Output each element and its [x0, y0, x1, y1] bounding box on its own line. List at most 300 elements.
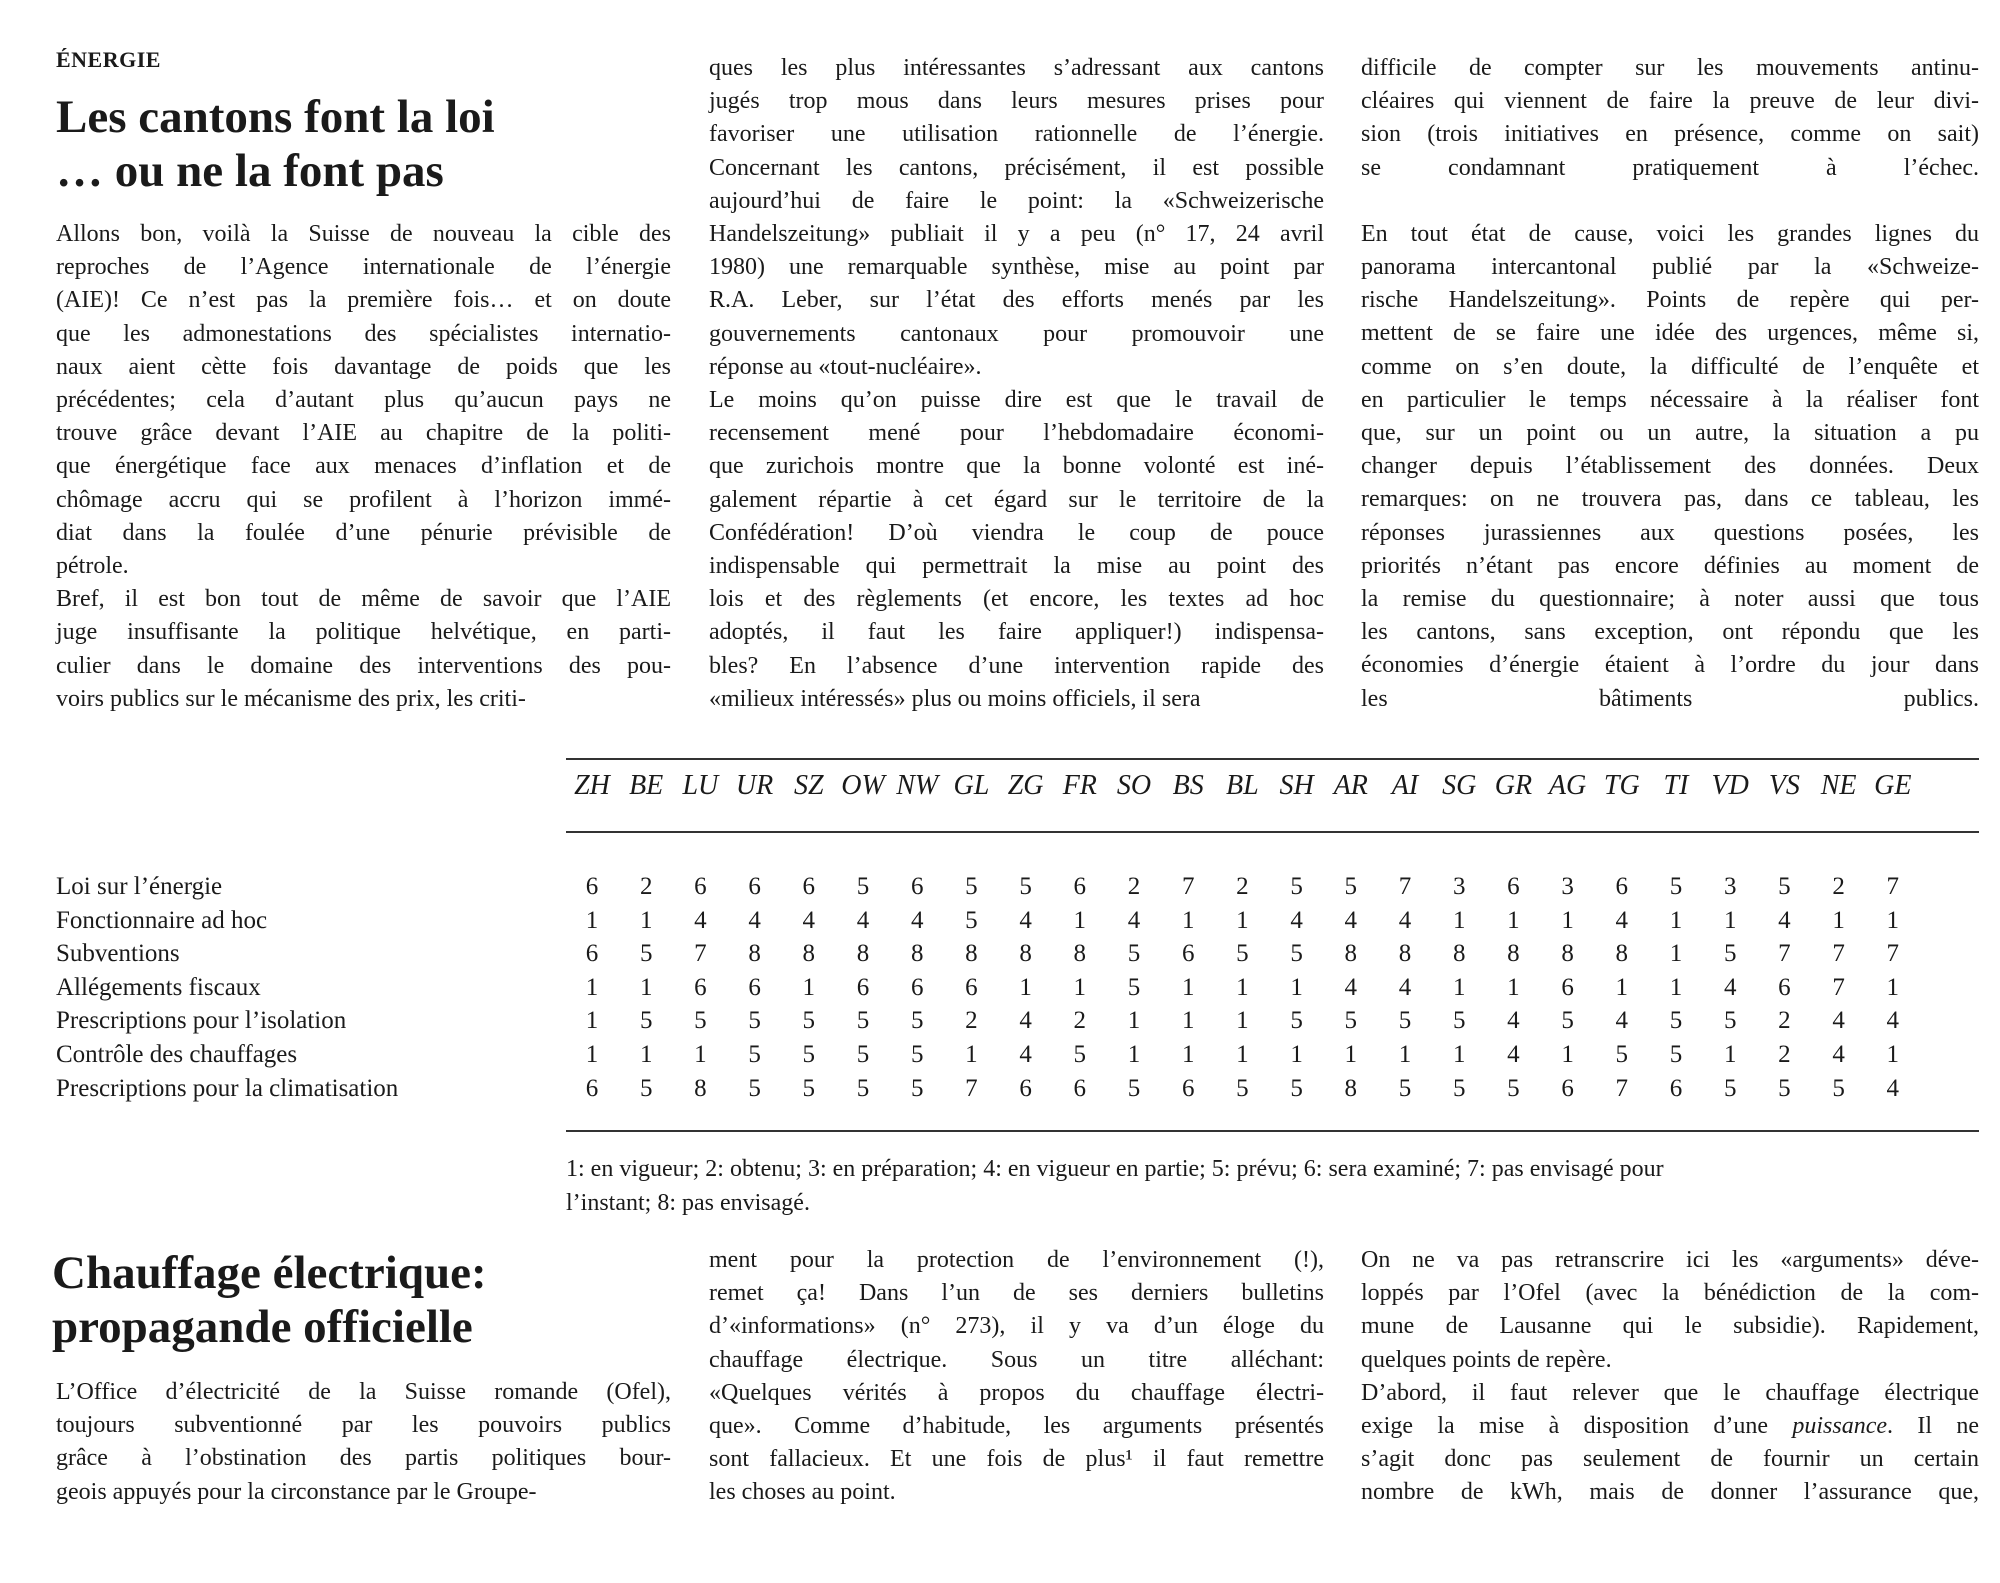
- table-cell: 1: [1886, 906, 1900, 934]
- table-cell: 2: [639, 873, 653, 900]
- table-cell: 6: [1073, 873, 1087, 900]
- table-cell: 6: [1778, 973, 1791, 1001]
- text-line: exige la mise à disposition d’une puissance. Il ne: [1361, 1413, 1979, 1440]
- text-line: difficile de compter sur les mouvements antinu-: [1361, 55, 1979, 81]
- table-cell: 1: [1236, 906, 1249, 934]
- canton-header-sh: SH: [1279, 770, 1314, 801]
- canton-header-ag: AG: [1548, 770, 1587, 801]
- table-cell: 5: [1723, 940, 1737, 968]
- text-line: ques les plus intéressantes s’adressant aux cantons: [709, 55, 1324, 81]
- table-cell: 8: [1507, 940, 1520, 968]
- table-cell: 5: [856, 1074, 870, 1102]
- table-cell: 4: [802, 906, 816, 934]
- table-cell: 5: [1127, 973, 1141, 1001]
- article1-headline-line2: … ou ne la font pas: [56, 145, 444, 197]
- table-cell: 5: [1290, 1007, 1303, 1035]
- table-cell: 1: [1073, 973, 1087, 1001]
- table-cell: 5: [802, 1041, 816, 1068]
- table-cell: 5: [1344, 1007, 1358, 1035]
- table-cell: 8: [1344, 1074, 1358, 1102]
- text-line: s’agit donc pas seulement de fournir un certain: [1361, 1446, 1979, 1473]
- article1-headline-line1: Les cantons font la loi: [56, 91, 495, 143]
- table-cell: 5: [639, 1007, 653, 1035]
- table-cell: 5: [1615, 1041, 1629, 1068]
- text-line: En tout état de cause, voici les grandes lignes du: [1361, 220, 1979, 247]
- table-cell: 1: [1507, 973, 1520, 1001]
- text-line: Concernant les cantons, précisément, il est possible: [709, 154, 1324, 181]
- text-line: Handelszeitung» publiait il y a peu (n° 17, 24 avril: [709, 221, 1324, 248]
- table-cell: 3: [1723, 873, 1737, 900]
- text-line: On ne va pas retranscrire ici les «arguments» déve-: [1361, 1247, 1979, 1273]
- table-cell: 5: [1236, 1074, 1249, 1102]
- table-cell: 5: [1832, 1074, 1845, 1102]
- table-cell: 5: [1452, 1007, 1466, 1035]
- text-line: favoriser une utilisation rationnelle de l’énergie.: [709, 121, 1324, 148]
- text-line: toujours subventionné par les pouvoirs publics: [56, 1412, 671, 1439]
- table-cell: 4: [1832, 1007, 1845, 1035]
- table-cell: 5: [910, 1007, 924, 1035]
- text-line: remet ça! Dans l’un de ses derniers bulletins: [709, 1280, 1324, 1307]
- table-legend: [566, 1152, 1979, 1220]
- table-cell: 1: [1181, 1041, 1195, 1068]
- canton-header-sg: SG: [1442, 770, 1477, 801]
- table-cell: 6: [802, 873, 816, 900]
- table-cell: 1: [1832, 906, 1845, 934]
- text-line: D’abord, il faut relever que le chauffage électrique: [1361, 1379, 1979, 1406]
- article1-column-3-paragraph-2: [1361, 218, 1979, 716]
- table-cell: 1: [1452, 1041, 1466, 1068]
- table-cell: 1: [1127, 1007, 1141, 1035]
- text-line: que». Comme d’habitude, les arguments présentés: [709, 1413, 1324, 1440]
- table-cell: 5: [1344, 873, 1358, 900]
- table-cell: 2: [1127, 873, 1141, 900]
- canton-header-gl: GL: [953, 770, 990, 801]
- table-cell: 6: [585, 1074, 599, 1102]
- table-cell: 1: [1615, 973, 1629, 1001]
- canton-header-sz: SZ: [794, 770, 824, 801]
- table-cell: 1: [1236, 973, 1249, 1001]
- table-cell: 5: [965, 873, 978, 900]
- table-cell: 6: [856, 973, 870, 1001]
- table-cell: 8: [1615, 940, 1629, 968]
- table-cell: 6: [1073, 1074, 1087, 1102]
- text-line: les bâtiments publics.: [1361, 685, 1979, 712]
- table-cell: 5: [1236, 940, 1249, 968]
- table-row-label: Allégements fiscaux: [56, 973, 261, 1001]
- article2-column-1: [56, 1376, 671, 1509]
- canton-header-ur: UR: [735, 770, 774, 801]
- table-cell: 8: [1561, 940, 1574, 968]
- table-cell: 8: [1019, 940, 1032, 968]
- table-cell: 5: [1290, 1074, 1303, 1102]
- table-cell: 5: [802, 1007, 816, 1035]
- table-cell: 8: [1398, 940, 1412, 968]
- table-cell: 5: [1073, 1041, 1087, 1068]
- canton-header-nw: NW: [896, 770, 939, 801]
- table-header-rule: [566, 831, 1979, 833]
- text-line: voirs publics sur le mécanisme des prix, les criti-: [56, 685, 526, 712]
- text-line: remarques: on ne trouvera pas, dans ce tableau, les: [1361, 486, 1979, 513]
- table-row-label: Subventions: [56, 940, 180, 968]
- table-cell: 4: [694, 906, 707, 934]
- text-line: chômage accru qui se profilent à l’horizon immé-: [56, 486, 671, 513]
- text-line: «Quelques vérités à propos du chauffage électri-: [709, 1379, 1324, 1406]
- table-cell: 2: [1236, 873, 1249, 900]
- table-cell: 5: [639, 1074, 653, 1102]
- text-line: gouvernements cantonaux pour promouvoir une: [709, 320, 1324, 347]
- paragraph-gap: [1361, 185, 1979, 218]
- table-cell: 2: [1778, 1041, 1791, 1068]
- table-cell: 5: [694, 1007, 707, 1035]
- article2-headline: [52, 1246, 672, 1354]
- table-cell: 7: [1886, 873, 1900, 900]
- table-row-label: Prescriptions pour la climatisation: [56, 1074, 399, 1102]
- canton-header-fr: FR: [1062, 770, 1097, 801]
- table-cell: 5: [1723, 1074, 1737, 1102]
- text-line: Confédération! D’où viendra le coup de pouce: [709, 519, 1324, 546]
- table-cell: 1: [1452, 973, 1466, 1001]
- table-cell: 6: [585, 873, 599, 900]
- article1-column-3: [1361, 52, 1979, 716]
- canton-header-gr: GR: [1494, 770, 1533, 801]
- canton-header-ne: NE: [1820, 770, 1857, 801]
- canton-header-be: BE: [629, 770, 664, 801]
- table-cell: 5: [910, 1074, 924, 1102]
- text-line: R.A. Leber, sur l’état des efforts menés par les: [709, 287, 1324, 314]
- table-cell: 1: [802, 973, 816, 1001]
- canton-header-vd: VD: [1711, 770, 1749, 801]
- table-cell: 4: [1019, 1041, 1032, 1068]
- text-line: que énergétique face aux menaces d’inflation et de: [56, 453, 671, 480]
- table-cell: 5: [856, 1007, 870, 1035]
- table-cell: 1: [1073, 906, 1087, 934]
- table-cell: 5: [856, 1041, 870, 1068]
- table-cell: 5: [1290, 940, 1303, 968]
- text-line: précédentes; cela d’autant plus qu’aucun pays ne: [56, 387, 671, 414]
- table-cell: 5: [1507, 1074, 1520, 1102]
- table-row-label: Loi sur l’énergie: [56, 873, 223, 900]
- table-cell: 5: [748, 1074, 761, 1102]
- table-cell: 4: [1290, 906, 1303, 934]
- table-cell: 4: [1507, 1007, 1520, 1035]
- table-cell: 6: [1669, 1074, 1683, 1102]
- table-cell: 1: [1236, 1041, 1249, 1068]
- table-cell: 3: [1561, 873, 1574, 900]
- table-cell: 5: [748, 1041, 761, 1068]
- table-cell: 1: [1886, 973, 1900, 1001]
- text-line: changer depuis l’établissement des données. Deux: [1361, 453, 1979, 480]
- article2-headline-line1: Chauffage électrique:: [52, 1247, 487, 1299]
- text-line: loppés par l’Ofel (avec la bénédiction de la com-: [1361, 1280, 1979, 1307]
- table-cell: 1: [1723, 906, 1737, 934]
- table-cell: 1: [585, 973, 599, 1001]
- table-cell: 3: [1452, 873, 1466, 900]
- text-line: les cantons, sans exception, ont répondu que les: [1361, 619, 1979, 646]
- text-line: bles? En l’absence d’une intervention rapide des: [709, 652, 1324, 679]
- text-line: Le moins qu’on puisse dire est que le travail de: [709, 387, 1324, 414]
- table-cell: 5: [1778, 1074, 1791, 1102]
- text-line: mune de Lausanne qui le subsidie). Rapidement,: [1361, 1313, 1979, 1340]
- table-cell: 1: [639, 906, 653, 934]
- canton-header-ti: TI: [1663, 770, 1689, 801]
- table-cell: 6: [1507, 873, 1520, 900]
- article1-column-1: [56, 218, 671, 716]
- table-cell: 4: [1127, 906, 1141, 934]
- canton-header-lu: LU: [682, 770, 719, 801]
- text-line: lois et des règlements (et encore, les textes ad hoc: [709, 586, 1324, 613]
- text-line: cléaires qui viennent de faire la preuve de leur divi-: [1361, 88, 1979, 115]
- table-cell: 8: [694, 1074, 707, 1102]
- table-cell: 1: [1886, 1041, 1900, 1068]
- table-cell: 7: [1832, 940, 1845, 968]
- table-cell: 4: [1398, 906, 1412, 934]
- table-row-label: Fonctionnaire ad hoc: [56, 906, 268, 934]
- table-cell: 6: [748, 973, 761, 1001]
- table-cell: 4: [1507, 1041, 1520, 1068]
- text-line: «milieux intéressés» plus ou moins officiels, il sera: [709, 685, 1201, 712]
- article1-column-3-paragraph-1: [1361, 52, 1979, 185]
- article2-column-3: [1361, 1244, 1979, 1510]
- table-cell: 6: [1181, 1074, 1195, 1102]
- table-cell: 5: [856, 873, 870, 900]
- table-cell: 6: [910, 973, 924, 1001]
- text-line: que, sur un point ou un autre, la situation a pu: [1361, 420, 1979, 447]
- table-cell: 5: [1561, 1007, 1574, 1035]
- table-cell: 5: [639, 940, 653, 968]
- canton-header-bl: BL: [1226, 770, 1259, 801]
- text-line: adoptés, il faut les faire appliquer!) indispensa-: [709, 619, 1324, 646]
- table-cell: 5: [1398, 1007, 1412, 1035]
- text-line: (AIE)! Ce n’est pas la première fois… et on doute: [56, 287, 671, 314]
- text-line: galement répartie à cet égard sur le territoire de la: [709, 486, 1324, 513]
- table-cell: 8: [748, 940, 761, 968]
- table-cell: 4: [1019, 1007, 1032, 1035]
- table-cell: 1: [585, 1041, 599, 1068]
- table-cell: 4: [1886, 1007, 1900, 1035]
- table-cell: 4: [1344, 906, 1358, 934]
- table-cell: 1: [1290, 1041, 1303, 1068]
- table-cell: 6: [585, 940, 599, 968]
- table-cell: 6: [910, 873, 924, 900]
- table-cell: 6: [1561, 973, 1574, 1001]
- text-line: diat dans la foulée d’une pénurie prévisible de: [56, 519, 671, 546]
- canton-header-row: [566, 770, 1979, 810]
- text-line: que les admonestations des spécialistes internatio-: [56, 320, 671, 347]
- table-cell: 5: [1398, 1074, 1412, 1102]
- table-cell: 7: [965, 1074, 978, 1102]
- text-line: sion (trois initiatives en présence, comme on sait): [1361, 121, 1979, 148]
- table-cell: 4: [1398, 973, 1412, 1001]
- canton-header-bs: BS: [1172, 770, 1204, 801]
- legend-line-2: l’instant; 8: pas envisagé.: [566, 1190, 810, 1216]
- table-cell: 4: [1723, 973, 1737, 1001]
- table-cell: 8: [856, 940, 870, 968]
- text-line: L’Office d’électricité de la Suisse romande (Ofel),: [56, 1379, 671, 1405]
- canton-header-so: SO: [1116, 770, 1152, 801]
- table-cell: 7: [1615, 1074, 1629, 1102]
- text-line: les choses au point.: [709, 1479, 896, 1506]
- table-cell: 7: [1886, 940, 1900, 968]
- table-cell: 5: [802, 1074, 816, 1102]
- section-kicker: ÉNERGIE: [56, 47, 161, 72]
- article2-column-2: [709, 1244, 1324, 1510]
- table-cell: 1: [1669, 906, 1683, 934]
- canton-header-tg: TG: [1603, 770, 1640, 801]
- table-cell: 1: [1127, 1041, 1141, 1068]
- text-line: indispensable qui permettrait la mise au point des: [709, 553, 1324, 580]
- table-cell: 4: [748, 906, 761, 934]
- table-row-label: Prescriptions pour l’isolation: [56, 1007, 347, 1035]
- text-line: trouve grâce devant l’AIE au chapitre de la politi-: [56, 420, 671, 447]
- text-line: réponse au «tout-nucléaire».: [709, 353, 982, 380]
- table-cell: 1: [1561, 906, 1574, 934]
- table-cell: 4: [1886, 1074, 1900, 1102]
- table-bottom-rule: [566, 1130, 1979, 1132]
- table-cell: 7: [1832, 973, 1845, 1001]
- article1-column-2: [709, 52, 1324, 716]
- legend-line-1: 1: en vigueur; 2: obtenu; 3: en préparation; 4: en vigueur en partie; 5: prévu; 6: sera examiné; 7: pas envisagé pour: [566, 1156, 1664, 1182]
- table-cell: 5: [1019, 873, 1032, 900]
- table-cell: 6: [1181, 940, 1195, 968]
- table-cell: 1: [1181, 973, 1195, 1001]
- table-cell: 8: [1073, 940, 1087, 968]
- table-cell: 4: [1344, 973, 1358, 1001]
- table-cell: 6: [748, 873, 761, 900]
- table-cell: 4: [1019, 906, 1032, 934]
- emphasis-puissance: puissance: [1792, 1413, 1887, 1440]
- text-line: culier dans le domaine des interventions des pou-: [56, 652, 671, 679]
- text-line: pétrole.: [56, 553, 129, 580]
- table-cell: 5: [910, 1041, 924, 1068]
- table-cell: 6: [1615, 873, 1629, 900]
- text-line: Allons bon, voilà la Suisse de nouveau la cible des: [56, 221, 671, 247]
- text-line: juge insuffisante la politique helvétique, en parti-: [56, 619, 671, 646]
- table-cell: 1: [1019, 973, 1032, 1001]
- table-cell: 8: [965, 940, 978, 968]
- text-line: jugés trop mous dans leurs mesures prises pour: [709, 88, 1324, 115]
- table-cell: 1: [1723, 1041, 1737, 1068]
- table-cell: 1: [1507, 906, 1520, 934]
- text-line: reproches de l’Agence internationale de l’énergie: [56, 254, 671, 281]
- table-cell: 4: [910, 906, 924, 934]
- table-cell: 8: [1344, 940, 1358, 968]
- text-line: se condamnant pratiquement à l’échec.: [1361, 154, 1979, 181]
- table-cell: 1: [1290, 973, 1303, 1001]
- text-line: grâce à l’obstination des partis politiques bour-: [56, 1445, 671, 1472]
- table-cell: 6: [694, 873, 707, 900]
- table-cell: 5: [1127, 940, 1141, 968]
- text-line: quelques points de repère.: [1361, 1346, 1612, 1373]
- table-cell: 1: [585, 1007, 599, 1035]
- table-cell: 5: [1778, 873, 1791, 900]
- table-cell: 1: [1669, 973, 1683, 1001]
- text-line: la remise du questionnaire; à noter aussi que tous: [1361, 586, 1979, 613]
- table-cell: 2: [1778, 1007, 1791, 1035]
- table-cell: 6: [1019, 1074, 1032, 1102]
- table-cell: 5: [1452, 1074, 1466, 1102]
- table-cell: 1: [1398, 1041, 1412, 1068]
- table-cell: 4: [1778, 906, 1791, 934]
- canton-header-ar: AR: [1333, 770, 1368, 801]
- text-line: priorités n’étant pas encore définies au moment de: [1361, 552, 1979, 579]
- text-line: rische Handelszeitung». Points de repère qui per-: [1361, 287, 1979, 314]
- table-cell: 1: [1181, 906, 1195, 934]
- table-cell: 1: [1344, 1041, 1358, 1068]
- table-row-label: Contrôle des chauffages: [56, 1041, 298, 1068]
- table-cell: 4: [1832, 1041, 1845, 1068]
- text-line: naux aient cètte fois davantage de poids que les: [56, 353, 671, 380]
- table-cell: 1: [965, 1041, 978, 1068]
- table-cell: 6: [694, 973, 707, 1001]
- table-cell: 1: [1236, 1007, 1249, 1035]
- canton-header-zh: ZH: [574, 770, 610, 801]
- text-line: chauffage électrique. Sous un titre alléchant:: [709, 1346, 1324, 1373]
- table-cell: 1: [1181, 1007, 1195, 1035]
- table-cell: 1: [585, 906, 599, 934]
- table-cell: 7: [1398, 873, 1412, 900]
- text-line: mettent de se faire une idée des urgences, même si,: [1361, 320, 1979, 347]
- canton-header-ow: OW: [841, 770, 885, 801]
- canton-header-ge: GE: [1874, 770, 1912, 801]
- text-line: en particulier le temps nécessaire à la réaliser font: [1361, 386, 1979, 413]
- table-cell: 1: [1452, 906, 1466, 934]
- text-line: Bref, il est bon tout de même de savoir que l’AIE: [56, 586, 671, 613]
- canton-header-ai: AI: [1391, 770, 1419, 801]
- table-cell: 5: [1127, 1074, 1141, 1102]
- table-cell: 6: [1561, 1074, 1574, 1102]
- table-cell: 5: [965, 906, 978, 934]
- table-cell: 2: [965, 1007, 978, 1035]
- table-cell: 7: [1778, 940, 1791, 968]
- article1-headline: [56, 90, 676, 198]
- text-line: panorama intercantonal publié par la «Schweize-: [1361, 254, 1979, 281]
- table-cell: 4: [1615, 906, 1629, 934]
- text-line: sont fallacieux. Et une fois de plus¹ il faut remettre: [709, 1446, 1324, 1473]
- table-cell: 4: [1615, 1007, 1629, 1035]
- table-cell: 5: [748, 1007, 761, 1035]
- text-line: que zurichois montre que la bonne volonté est iné-: [709, 453, 1324, 480]
- table-cell: 7: [694, 940, 707, 968]
- table-cell: 5: [1669, 1041, 1683, 1068]
- table-cell: 8: [1452, 940, 1466, 968]
- table-cell: 5: [1290, 873, 1303, 900]
- canton-header-zg: ZG: [1007, 770, 1044, 801]
- table-cell: 1: [1561, 1041, 1574, 1068]
- table-cell: 7: [1181, 873, 1195, 900]
- text-line: 1980) une remarquable synthèse, mise au point par: [709, 254, 1324, 281]
- table-cell: 5: [1669, 873, 1683, 900]
- text-line: d’«informations» (n° 273), il y va d’un éloge du: [709, 1313, 1324, 1340]
- text-line: geois appuyés pour la circonstance par le Groupe-: [56, 1478, 537, 1505]
- table-cell: 1: [639, 1041, 653, 1068]
- text-line: réponses jurassiennes aux questions posées, les: [1361, 519, 1979, 546]
- table-cell: 6: [965, 973, 978, 1001]
- table-cell: 4: [856, 906, 870, 934]
- table-cell: 5: [1723, 1007, 1737, 1035]
- table-cell: 2: [1073, 1007, 1087, 1035]
- text-line: nombre de kWh, mais de donner l’assurance que,: [1361, 1479, 1979, 1506]
- article2-headline-line2: propagande officielle: [52, 1301, 473, 1353]
- text-line: ment pour la protection de l’environnement (!),: [709, 1247, 1324, 1273]
- table-cell: 1: [639, 973, 653, 1001]
- text-line: aujourd’hui de faire le point: la «Schweizerische: [709, 187, 1324, 214]
- table-cell: 1: [694, 1041, 707, 1068]
- table-cell: 1: [1669, 940, 1683, 968]
- table-top-rule: [566, 758, 1979, 760]
- table-cell: 5: [1669, 1007, 1683, 1035]
- table-cell: 2: [1832, 873, 1845, 900]
- text-line: recensement mené pour l’hebdomadaire économi-: [709, 420, 1324, 447]
